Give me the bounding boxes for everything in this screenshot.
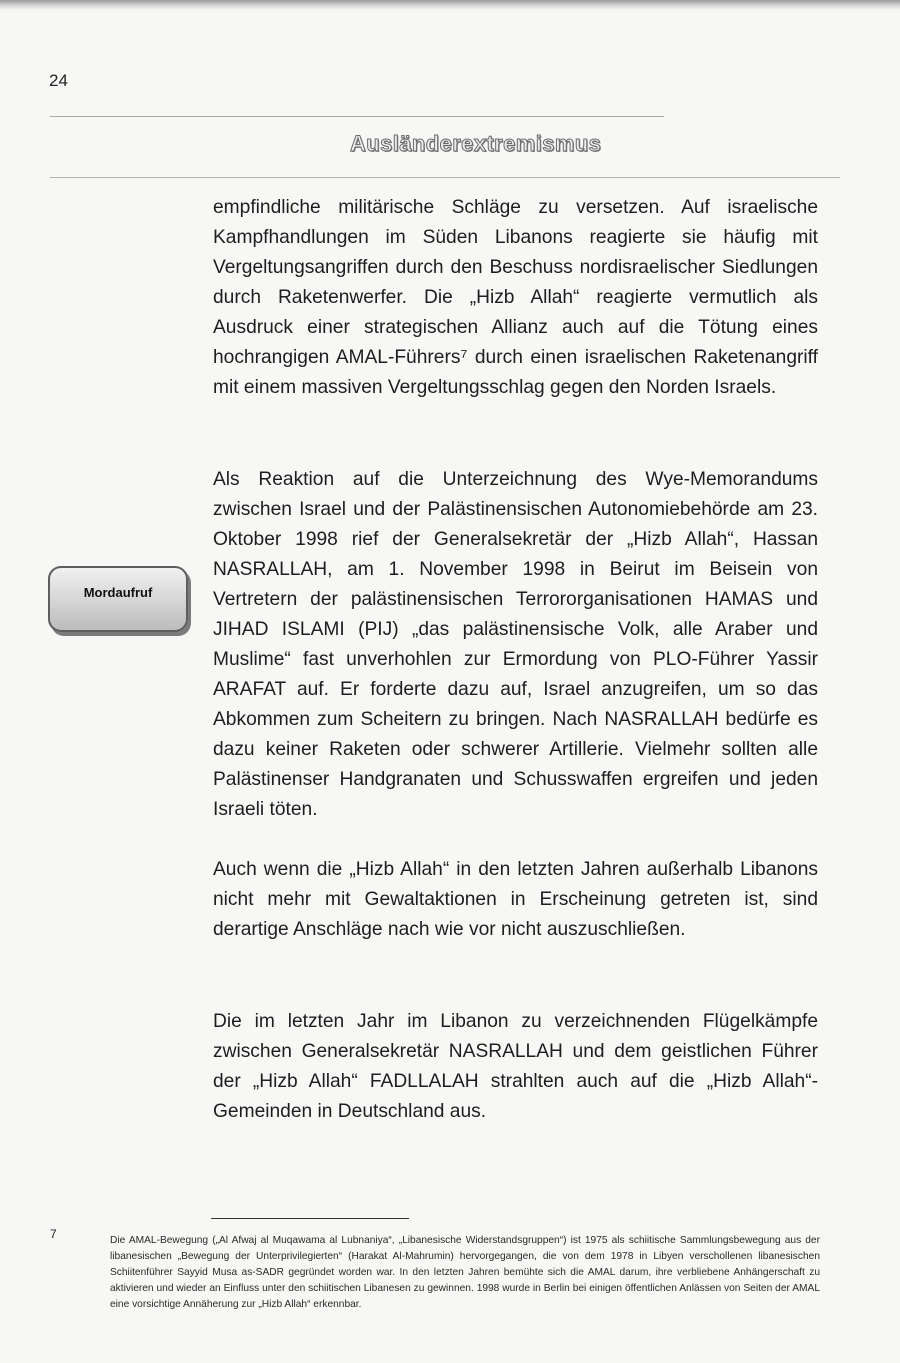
- page-number: 24: [49, 71, 68, 90]
- header-rule-top: [50, 116, 664, 117]
- paragraph-4: Die im letzten Jahr im Libanon zu verzeichnenden Flügelkämpfe zwischen Generalsekretär NASRALLAH und dem geistlichen Führer der „Hizb Allah“ FADLLALAH strahlten auch auf die „Hizb Allah“-Gemeinden in Deutschland aus.: [213, 1011, 818, 1122]
- footnote-text: Die AMAL-Bewegung („Al Afwaj al Muqawama al Lubnaniya“, „Libanesische Widerstandsgruppen“) ist 1975 als schiitische Sammlungsbewegung aus der libanesischen „Bewegung der Unterprivilegierten“ (Harakat Al-Mahrumin) hervorgegangen, die von dem 1978 in Libyen verschollenen libanesischen Schiitenführer Sayyid Musa as-SADR gegründet worden war. In den letzten Jahren bemühte sich die AMAL darum, ihre verbliebene Anhängerschaft zu aktivieren und wieder an Einfluss unter den schiitischen Libanesen zu gewinnen. 1998 wurde in Berlin bei einigen öffentlichen Anlässen von Seiten der AMAL eine vorsichtige Annäherung zur „Hizb Allah“ erkennbar.: [110, 1235, 820, 1310]
- paragraph-1: empfindliche militärische Schläge zu versetzen. Auf israelische Kampfhandlungen im Süden Libanons reagierte sie häufig mit Vergeltungsangriffen durch den Beschuss nordisraelischer Siedlungen durch Raketenwerfer. Die „Hizb Allah“ reagierte vermutlich als Ausdruck einer strategischen Allianz auch auf die Tötung eines hochrangigen AMAL-Führers⁷ durch einen israelischen Raketenangriff mit einem massiven Vergeltungsschlag gegen den Norden Israels.: [213, 197, 818, 398]
- sidebar-label-box: [48, 566, 188, 632]
- sidebar-label: Mordaufruf: [83, 584, 153, 600]
- paragraph-3: Auch wenn die „Hizb Allah“ in den letzten Jahren außerhalb Libanons nicht mehr mit Gewaltaktionen in Erscheinung getreten ist, sind derartige Anschläge nach wie vor nicht auszuschließen.: [213, 859, 818, 940]
- footnote-separator: [211, 1218, 409, 1219]
- footnote-marker: 7: [50, 1227, 57, 1241]
- page-top-edge: [0, 0, 900, 9]
- header-rule-bottom: [50, 177, 840, 178]
- section-title: Ausländerextremismus: [350, 131, 602, 156]
- paragraph-2: Als Reaktion auf die Unterzeichnung des Wye-Memorandums zwischen Israel und der Palästinensischen Autonomiebehörde am 23. Oktober 1998 rief der Generalsekretär der „Hizb Allah“, Hassan NASRALLAH, am 1. November 1998 in Beirut im Beisein von Vertretern der palästinensischen Terrororganisationen HAMAS und JIHAD ISLAMI (PIJ) „das palästinensische Volk, alle Araber und Muslime“ fast unverhohlen zur Ermordung von PLO-Führer Yassir ARAFAT auf. Er forderte dazu auf, Israel anzugreifen, um so das Abkommen zum Scheitern zu bringen. Nach NASRALLAH bedürfe es dazu keiner Raketen oder schwerer Artillerie. Vielmehr sollten alle Palästinenser Handgranaten und Schusswaffen ergreifen und jeden Israeli töten.: [213, 469, 818, 820]
